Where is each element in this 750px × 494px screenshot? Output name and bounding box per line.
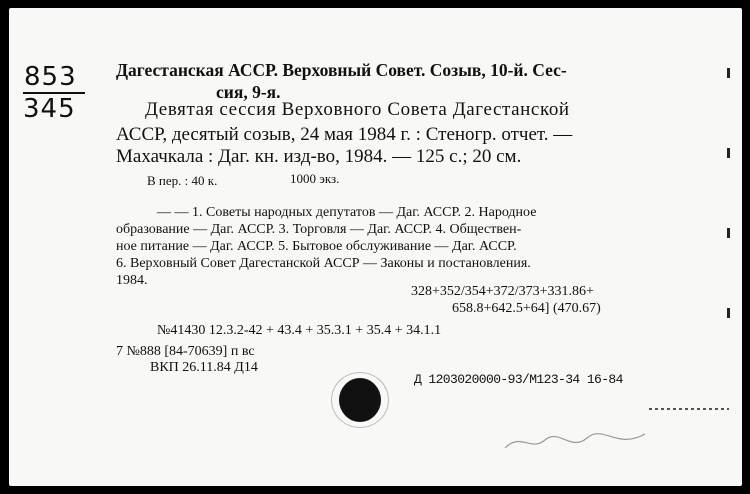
subject-line-2: образование — Даг. АССР. 3. Торговля — Даг. АССР. 4. Обществен- — [116, 222, 522, 237]
edge-mark — [727, 148, 730, 158]
classification-line-1: 328+352/354+372/373+331.86+ — [411, 284, 594, 299]
vkp-line: ВКП 26.11.84 Д14 — [150, 360, 258, 375]
code-line: Д 1203020000-93/М123-34 16-84 — [414, 372, 623, 387]
pencil-scribble — [501, 422, 651, 456]
edge-mark — [727, 68, 730, 78]
call-number-bottom: 345 — [23, 94, 76, 124]
title-line-2: АССР, десятый созыв, 24 мая 1984 г. : Стеногр. отчет. — — [116, 124, 573, 145]
subject-line-3: ное питание — Даг. АССР. 5. Бытовое обслуживание — Даг. АССР. — [116, 239, 517, 254]
edge-mark — [727, 308, 730, 318]
order-line: 7 №888 [84-70639] п вс — [116, 344, 255, 359]
subject-line-1: — — 1. Советы народных депутатов — Даг. АССР. 2. Народное — [157, 205, 537, 220]
subject-line-4: 6. Верховный Совет Дагестанской АССР — Законы и постановления. — [116, 256, 531, 271]
heading-line-1: Дагестанская АССР. Верховный Совет. Созыв, 10-й. Сес- — [116, 60, 567, 80]
edge-mark — [727, 228, 730, 238]
copies-count: 1000 экз. — [290, 171, 340, 186]
record-number: №41430 12.3.2-42 + 43.4 + 35.3.1 + 35.4 + 34.1.1 — [157, 323, 442, 338]
dotted-mark — [649, 408, 729, 410]
subject-line-5: 1984. — [116, 273, 148, 288]
title-line-3: Махачкала : Даг. кн. изд-во, 1984. — 125 с.; 20 см. — [116, 146, 522, 167]
heading-line-2: сия, 9-я. — [216, 82, 281, 102]
call-number-top: 853 — [24, 62, 77, 92]
classification-line-2: 658.8+642.5+64] (470.67) — [452, 301, 601, 316]
binding-price: В пер. : 40 к. — [147, 173, 218, 188]
title-line-1: Девятая сессия Верховного Совета Дагестанской — [145, 99, 570, 120]
punch-hole — [339, 378, 381, 422]
catalog-card — [9, 8, 742, 486]
